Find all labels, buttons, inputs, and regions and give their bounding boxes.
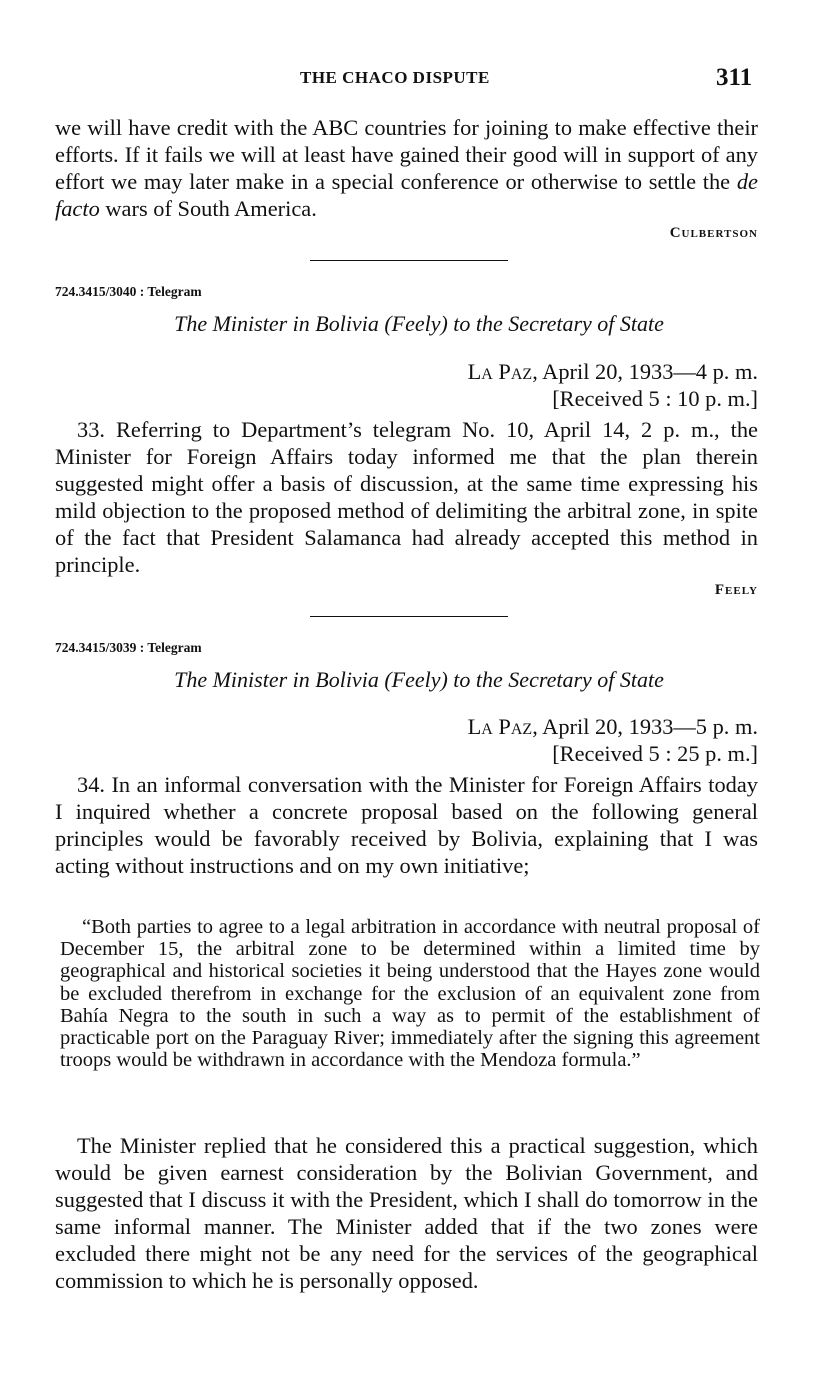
telegram-paragraph: 33. Referring to Department’s telegram No. 10, April 14, 2 p. m., the Minister for Foreign Affairs today informed me that the plan therein suggested might offer a basis of discussion, at the same time expressing his mild objection to the proposed method of delimiting the arbitral zone, in spite of the fact that President Salamanca had already accepted this method in principle. [55,417,758,577]
date: , April 20, 1933—4 p. m. [532,359,758,384]
document-title: The Minister in Bolivia (Feely) to the Secretary of State [174,311,664,336]
closing-block [55,1132,758,1294]
continuation-block [55,114,758,222]
place-date [468,713,758,740]
document-body [55,771,758,879]
signature-culbertson: Culbertson [669,225,758,241]
quoted-proposal [60,916,760,1071]
place-date [468,358,758,385]
received-note: [Received 5 : 10 p. m.] [552,386,758,411]
dateline [468,713,758,767]
place: La Paz [467,359,533,384]
italic-phrase: de facto [55,169,758,221]
telegram-paragraph: 34. In an informal conversation with the Minister for Foreign Affairs today I inquired whether a concrete proposal based on the following general principles would be favorably received by Bolivia, explaining that I was acting without instructions and on my own initiative; [55,772,758,878]
running-head [0,64,838,94]
section-divider [310,616,508,617]
document-body [55,416,758,578]
closing-paragraph: The Minister replied that he considered this a practical suggestion, which would be given earnest consideration by the Bolivian Government, and suggested that I discuss it with the President, which I shall do tomorrow in the same informal manner. The Minister added that if the two zones were excluded there might not be any need for the services of the geographical commission to which he is personally opposed. [55,1133,758,1293]
date: , April 20, 1933—5 p. m. [532,714,758,739]
dateline [468,358,758,412]
signature-feely: Feely [714,582,758,598]
document-file-id: 724.3415/3039 : Telegram [55,640,202,655]
received-note: [Received 5 : 25 p. m.] [552,741,758,766]
continuation-paragraph: we will have credit with the ABC countries for joining to make effective their efforts. If it fails we will at least have gained their good will in support of any effort we may later make in a special conference or otherwise to settle the de facto wars of South America. [55,115,758,221]
quote-text: “Both parties to agree to a legal arbitration in accordance with neutral proposal of December 15, the arbitral zone to be determined within a limited time by geographical and historical societies it being understood that the Hayes zone would be excluded therefrom in exchange for the exclusion of an equivalent zone from Bahía Negra to the south in such a way as to permit of the establishment of practicable port on the Paraguay River; immediately after the signing this agreement troops would be withdrawn in accordance with the Mendoza formula.” [60,916,760,1072]
running-title: THE CHACO DISPUTE [300,68,490,87]
section-divider [310,260,508,261]
place: La Paz [467,714,533,739]
document-title: The Minister in Bolivia (Feely) to the Secretary of State [174,667,664,692]
page-number: 311 [716,64,753,91]
document-file-id: 724.3415/3040 : Telegram [55,284,202,299]
